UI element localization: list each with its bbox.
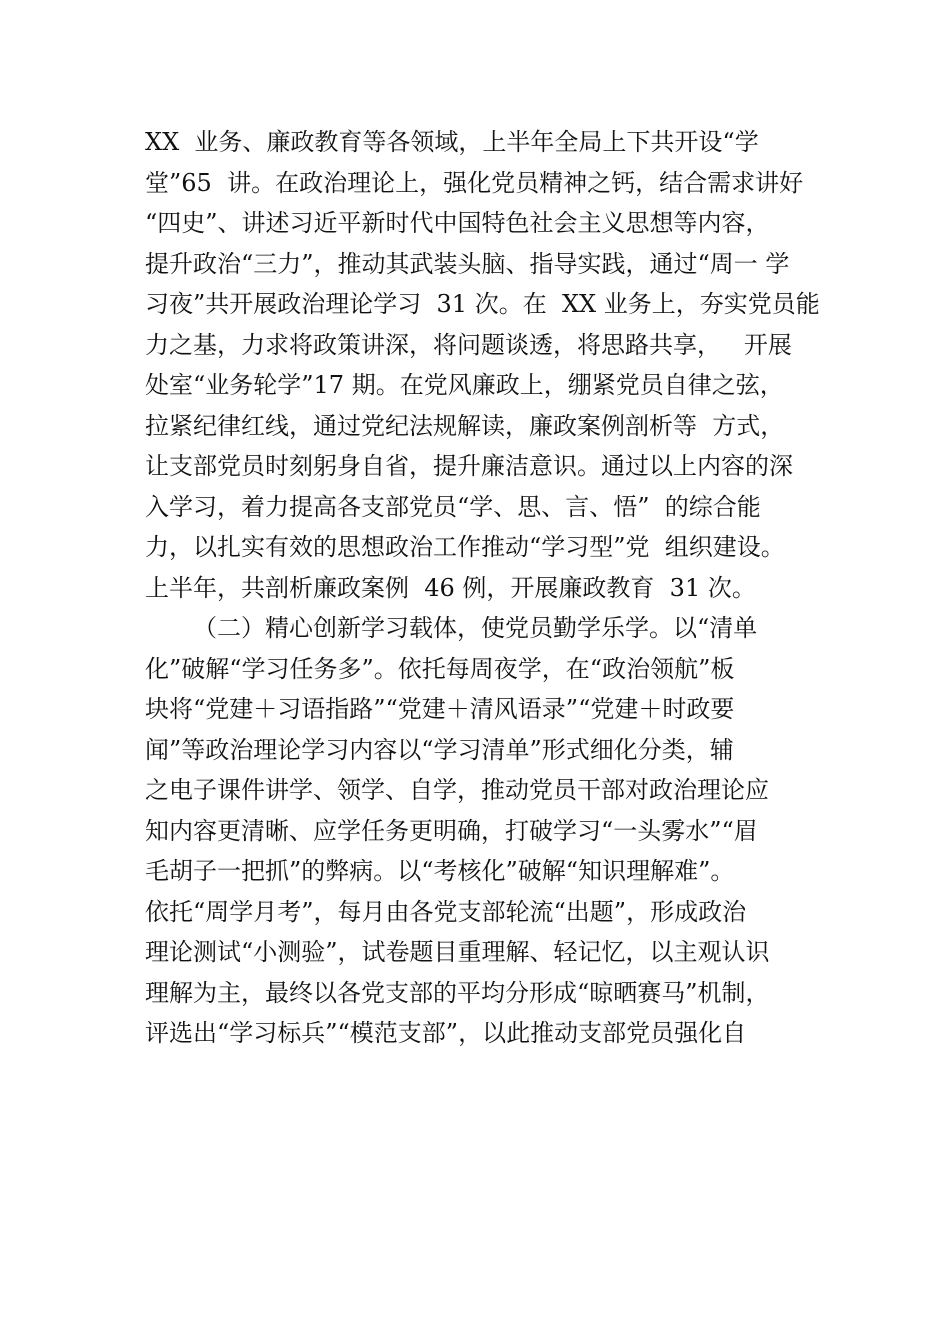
- section-heading-paragraph: [145, 608, 845, 649]
- text-line: 闻”等政治理论学习内容以“学习清单”形式细化分类，辅: [145, 735, 734, 764]
- paragraph-1: [145, 122, 845, 608]
- text-line: 知内容更清晰、应学任务更明确，打破学习“一头雾水”“眉: [145, 816, 758, 845]
- text-line: 入学习，着力提高各支部党员“学、思、言、悟” 的综合能: [145, 492, 761, 521]
- text-line: 化”破解“学习任务多”。依托每周夜学，在“政治领航”板: [145, 654, 735, 683]
- text-line: 理解为主，最终以各党支部的平均分形成“晾晒赛马”机制，: [145, 978, 770, 1007]
- text-line: 提升政治“三力”，推动其武装头脑、指导实践，通过“周一 学: [145, 249, 790, 278]
- text-line: XX 业务、廉政教育等各领域，上半年全局上下共开设“学: [145, 128, 759, 156]
- document-body: [145, 122, 845, 1054]
- text-line: 依托“周学月考”，每月由各党支部轮流“出题”，形成政治: [145, 897, 747, 926]
- text-line: “四史”、讲述习近平新时代中国特色社会主义思想等内容，: [145, 209, 770, 237]
- text-line: 堂”65 讲。在政治理论上，强化党员精神之钙，结合需求讲好: [145, 168, 804, 197]
- text-line: 处室“业务轮学”17 期。在党风廉政上，绷紧党员自律之弦，: [145, 371, 784, 399]
- paragraph-2: [145, 649, 845, 1054]
- text-line: 块将“党建＋习语指路”“党建＋清风语录”“党建＋时政要: [145, 695, 735, 723]
- text-line: 上半年，共剖析廉政案例 46 例，开展廉政教育 31 次。: [145, 573, 756, 602]
- text-line: 拉紧纪律红线，通过党纪法规解读，廉政案例剖析等 方式，: [145, 411, 785, 440]
- text-line: 理论测试“小测验”，试卷题目重理解、轻记忆，以主观认识: [145, 938, 770, 966]
- text-line: 习夜”共开展政治理论学习 31 次。在 XX 业务上，夯实党员能: [145, 290, 820, 318]
- text-line: 力，以扎实有效的思想政治工作推动“学习型”党 组织建设。: [145, 533, 785, 561]
- text-line: 评选出“学习标兵”“模范支部”，以此推动支部党员强化自: [145, 1019, 747, 1047]
- text-line: 之电子课件讲学、领学、自学，推动党员干部对政治理论应: [145, 776, 769, 804]
- text-line: 毛胡子一把抓”的弊病。以“考核化”破解“知识理解难”。: [145, 857, 735, 885]
- text-line: 力之基，力求将政策讲深，将问题谈透，将思路共享， 开展: [145, 330, 792, 359]
- section-heading-line: （二）精心创新学习载体，使党员勤学乐学。以“清单: [193, 614, 758, 642]
- text-line: 让支部党员时刻躬身自省，提升廉洁意识。通过以上内容的深: [145, 452, 793, 480]
